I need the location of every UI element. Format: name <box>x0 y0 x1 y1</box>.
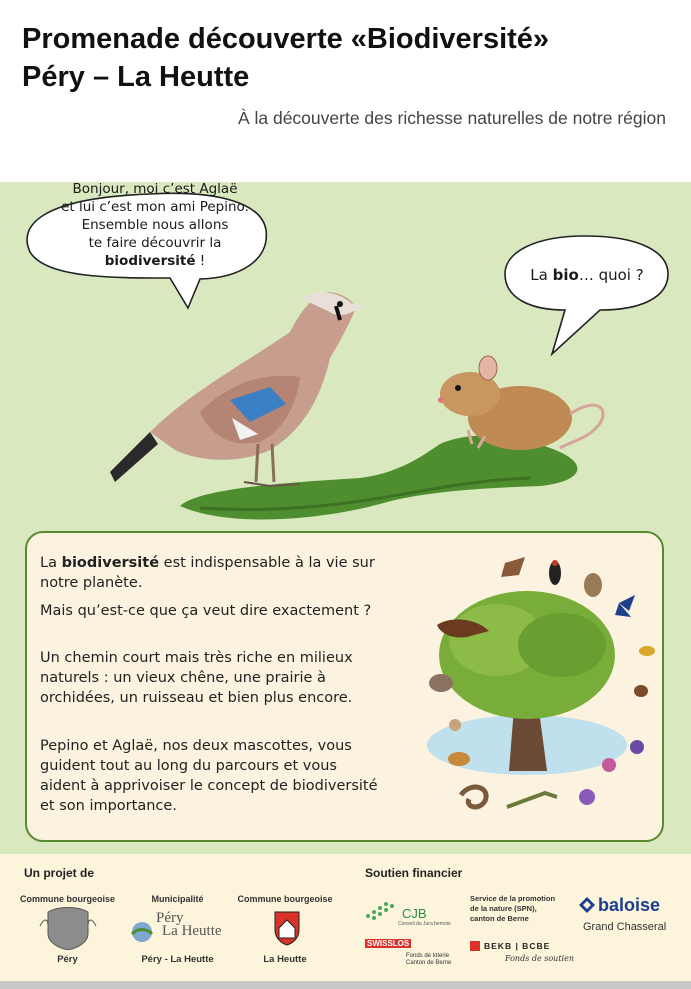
mouse-speech-bubble <box>505 236 668 354</box>
info-paragraph-2: Mais qu’est-ce que ça veut dire exactement ? <box>40 603 372 619</box>
mouse-speech-text <box>512 266 662 284</box>
title-line-2: Péry – La Heutte <box>22 61 250 93</box>
p1-bold: biodiversité <box>61 555 160 571</box>
logo-text-pery: Péry <box>156 910 184 926</box>
snail-icon <box>449 719 461 731</box>
frog-icon <box>448 752 470 766</box>
jay-line-4: te faire découvrir la <box>88 235 222 251</box>
spn-line-2: de la nature (SPN), <box>470 904 537 913</box>
bekb-subtext: Fonds de soutien <box>505 954 574 963</box>
project-heading: Un projet de <box>24 866 95 880</box>
logo-text-la-heutte: La Heutte <box>162 923 222 939</box>
cjb-subtext: Conseil du Jura bernois <box>398 921 451 927</box>
subtitle: À la découverte des richesse naturelles de notre région <box>237 108 666 128</box>
info-paragraph-3: Un chemin court mais très riche en milieux naturels : un vieux chêne, une prairie à orchidées, un ruisseau et bien plus encore. <box>40 650 353 706</box>
swisslos-subtext <box>406 953 451 967</box>
owl-icon <box>584 573 602 597</box>
swisslos-sub-2: Canton de Berne <box>406 960 452 966</box>
swisslos-logo: SWISSLOS <box>367 939 410 948</box>
hedgehog-icon <box>429 674 453 692</box>
cjb-logo-icon <box>364 898 404 922</box>
partner-1-caption: Commune bourgeoise <box>20 894 116 904</box>
bird-icon <box>501 557 525 577</box>
partner-2-caption: Municipalité <box>151 894 204 904</box>
orchid-icon <box>602 758 616 772</box>
header <box>0 0 691 182</box>
footer <box>0 854 691 989</box>
snake-icon <box>461 787 486 807</box>
jay-line-1: Bonjour, moi c’est Aglaë <box>72 181 238 197</box>
jay-bird <box>110 292 365 486</box>
info-box <box>25 531 664 842</box>
info-paragraph-4: Pepino et Aglaë, nos deux mascottes, vous guident tout au long du parcours et vous aident à apprivoiser le concept de biodiversité et son importance. <box>40 738 378 814</box>
jay-line-2: et lui c’est mon ami Pepino. <box>61 199 249 215</box>
pery-coat-of-arms-icon <box>38 906 98 950</box>
jay-line-3: Ensemble nous allons <box>81 217 229 233</box>
pery-la-heutte-logo-text <box>156 912 222 938</box>
woodpecker-icon <box>549 560 561 585</box>
la-heutte-coat-of-arms-icon <box>273 910 301 946</box>
partner-3-name: La Heutte <box>263 954 307 965</box>
partner-3-caption: Commune bourgeoise <box>237 894 333 904</box>
support-heading: Soutien financier <box>365 866 463 880</box>
info-paragraph-1 <box>40 553 380 593</box>
partner-1-name: Péry <box>57 954 78 965</box>
spn-line-1: Service de la promotion <box>470 894 556 903</box>
swisslos-sub-1: Fonds de loterie <box>406 953 450 959</box>
title-line-1: Promenade découverte «Biodiversité» <box>22 23 550 55</box>
page-title <box>22 20 549 96</box>
mouse-pre: La <box>530 266 553 284</box>
baloise-logo-icon <box>578 896 596 914</box>
mouse <box>438 356 603 450</box>
jay-end: ! <box>195 253 206 269</box>
spn-text <box>470 894 555 924</box>
jay-bold-word: biodiversité <box>104 253 196 269</box>
bekb-logo-text: BEKB | BCBE <box>484 941 551 951</box>
bee-icon <box>639 646 655 656</box>
bekb-logo-icon <box>470 941 480 951</box>
bottom-strip <box>0 981 691 989</box>
partner-2-name: Péry - La Heutte <box>141 954 214 965</box>
mouse-bold: bio <box>552 266 579 284</box>
cjb-logo-text: CJB <box>402 906 427 921</box>
oak-tree-illustration <box>397 545 657 820</box>
lizard-icon <box>507 793 557 807</box>
p1-post: est indispensable à la vie sur notre planète. <box>40 555 375 591</box>
spn-line-3: canton de Berne <box>470 914 529 923</box>
grand-chasseral-text: Grand Chasseral <box>583 921 667 933</box>
violet-flower-icon <box>630 740 644 754</box>
flower-cluster-icon <box>579 789 595 805</box>
p1-pre: La <box>40 555 62 571</box>
mouse-post: … quoi ? <box>578 266 644 284</box>
butterfly-icon <box>615 595 635 617</box>
beetle-icon <box>634 685 648 697</box>
baloise-logo-text: baloise <box>598 895 661 915</box>
jay-speech-text <box>40 180 270 270</box>
